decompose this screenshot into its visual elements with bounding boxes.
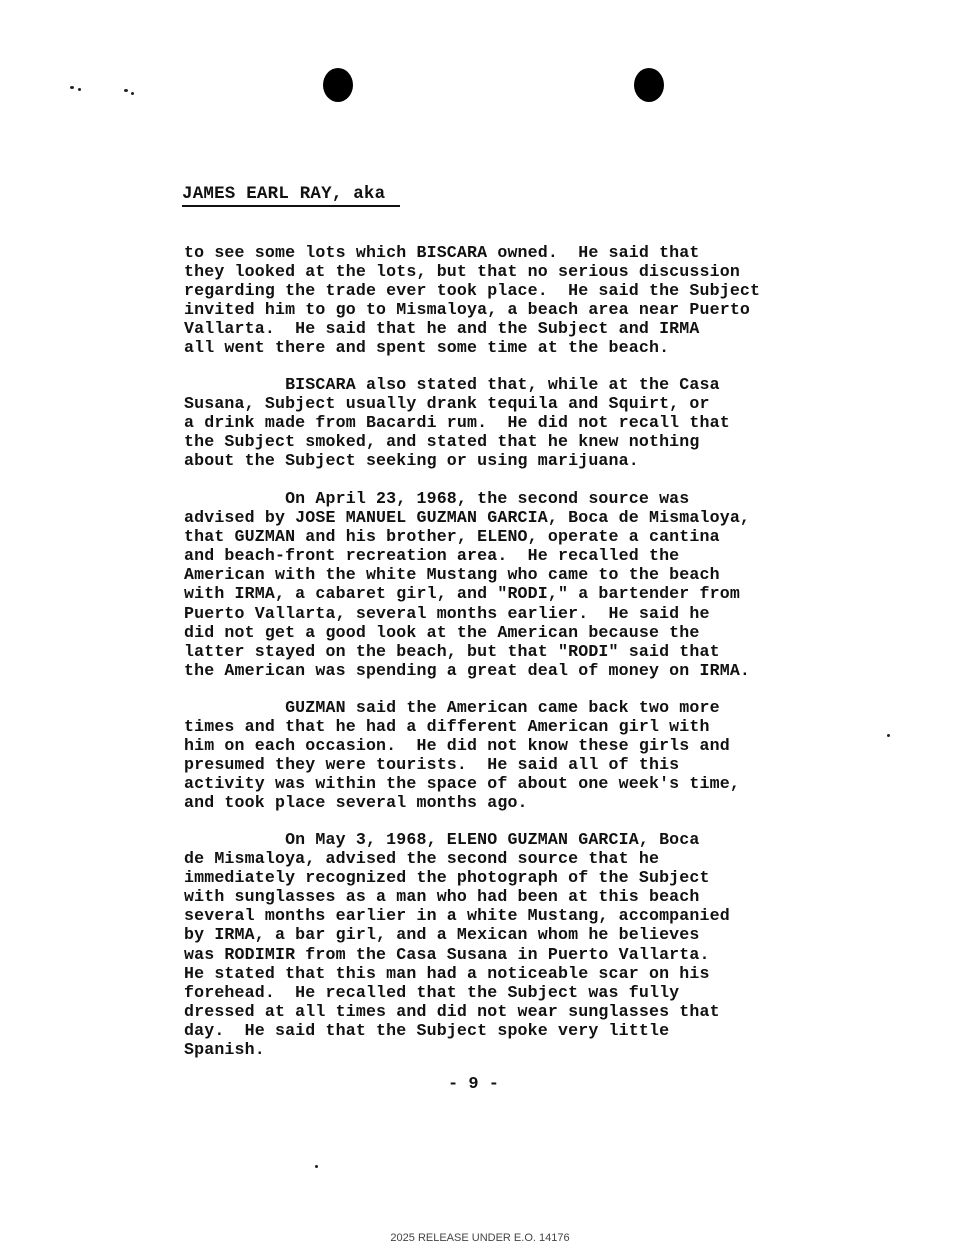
release-notice: 2025 RELEASE UNDER E.O. 14176 (390, 1232, 570, 1244)
punch-hole-right (634, 68, 664, 102)
header-underline (182, 205, 400, 207)
punch-hole-left (323, 68, 353, 102)
paragraph-5: On May 3, 1968, ELENO GUZMAN GARCIA, Boca de Mismaloya, advised the second source that he immediately recognized the photograph of the Subject with sunglasses as a man who had been at this beach several months earlier in a white Mustang, accompanied by IRMA, a bar girl, and a Mexican whom he believes was RODIMIR from the Casa Susana in Puerto Vallarta. He stated that this man had a noticeable scar on his forehead. He recalled that the Subject was fully dressed at all times and did not wear sunglasses that day. He said that the Subject spoke very little Spanish. (184, 830, 730, 1060)
scan-speck (315, 1165, 318, 1168)
scan-speck (887, 734, 890, 737)
scan-speck (70, 86, 74, 89)
paragraph-1: to see some lots which BISCARA owned. He said that they looked at the lots, but that no serious discussion regarding the trade ever took place. He said the Subject invited him to go to Mismaloya, a beach area near Puerto Vallarta. He said that he and the Subject and IRMA all went there and spent some time at the beach. (184, 243, 761, 358)
page-number: - 9 - (448, 1075, 500, 1094)
paragraph-3: On April 23, 1968, the second source was advised by JOSE MANUEL GUZMAN GARCIA, Boca de Mismaloya, that GUZMAN and his brother, ELENO, operate a cantina and beach-front recreation area. He recalled the American with the white Mustang who came to the beach with IRMA, a cabaret girl, and "RODI," a bartender from Puerto Vallarta, several months earlier. He said he did not get a good look at the American because the latter stayed on the beach, but that "RODI" said that the American was spending a great deal of money on IRMA. (184, 489, 751, 680)
scan-speck (131, 92, 134, 95)
paragraph-4: GUZMAN said the American came back two more times and that he had a different American girl with him on each occasion. He did not know these girls and presumed they were tourists. He said all of this activity was within the space of about one week's time, and took place several months ago. (184, 698, 740, 813)
document-header: JAMES EARL RAY, aka (182, 184, 386, 204)
scan-speck (124, 89, 128, 92)
paragraph-2: BISCARA also stated that, while at the Casa Susana, Subject usually drank tequila and Squirt, or a drink made from Bacardi rum. He did not recall that the Subject smoked, and stated that he knew nothing about the Subject seeking or using marijuana. (184, 375, 730, 471)
scan-speck (78, 88, 81, 91)
